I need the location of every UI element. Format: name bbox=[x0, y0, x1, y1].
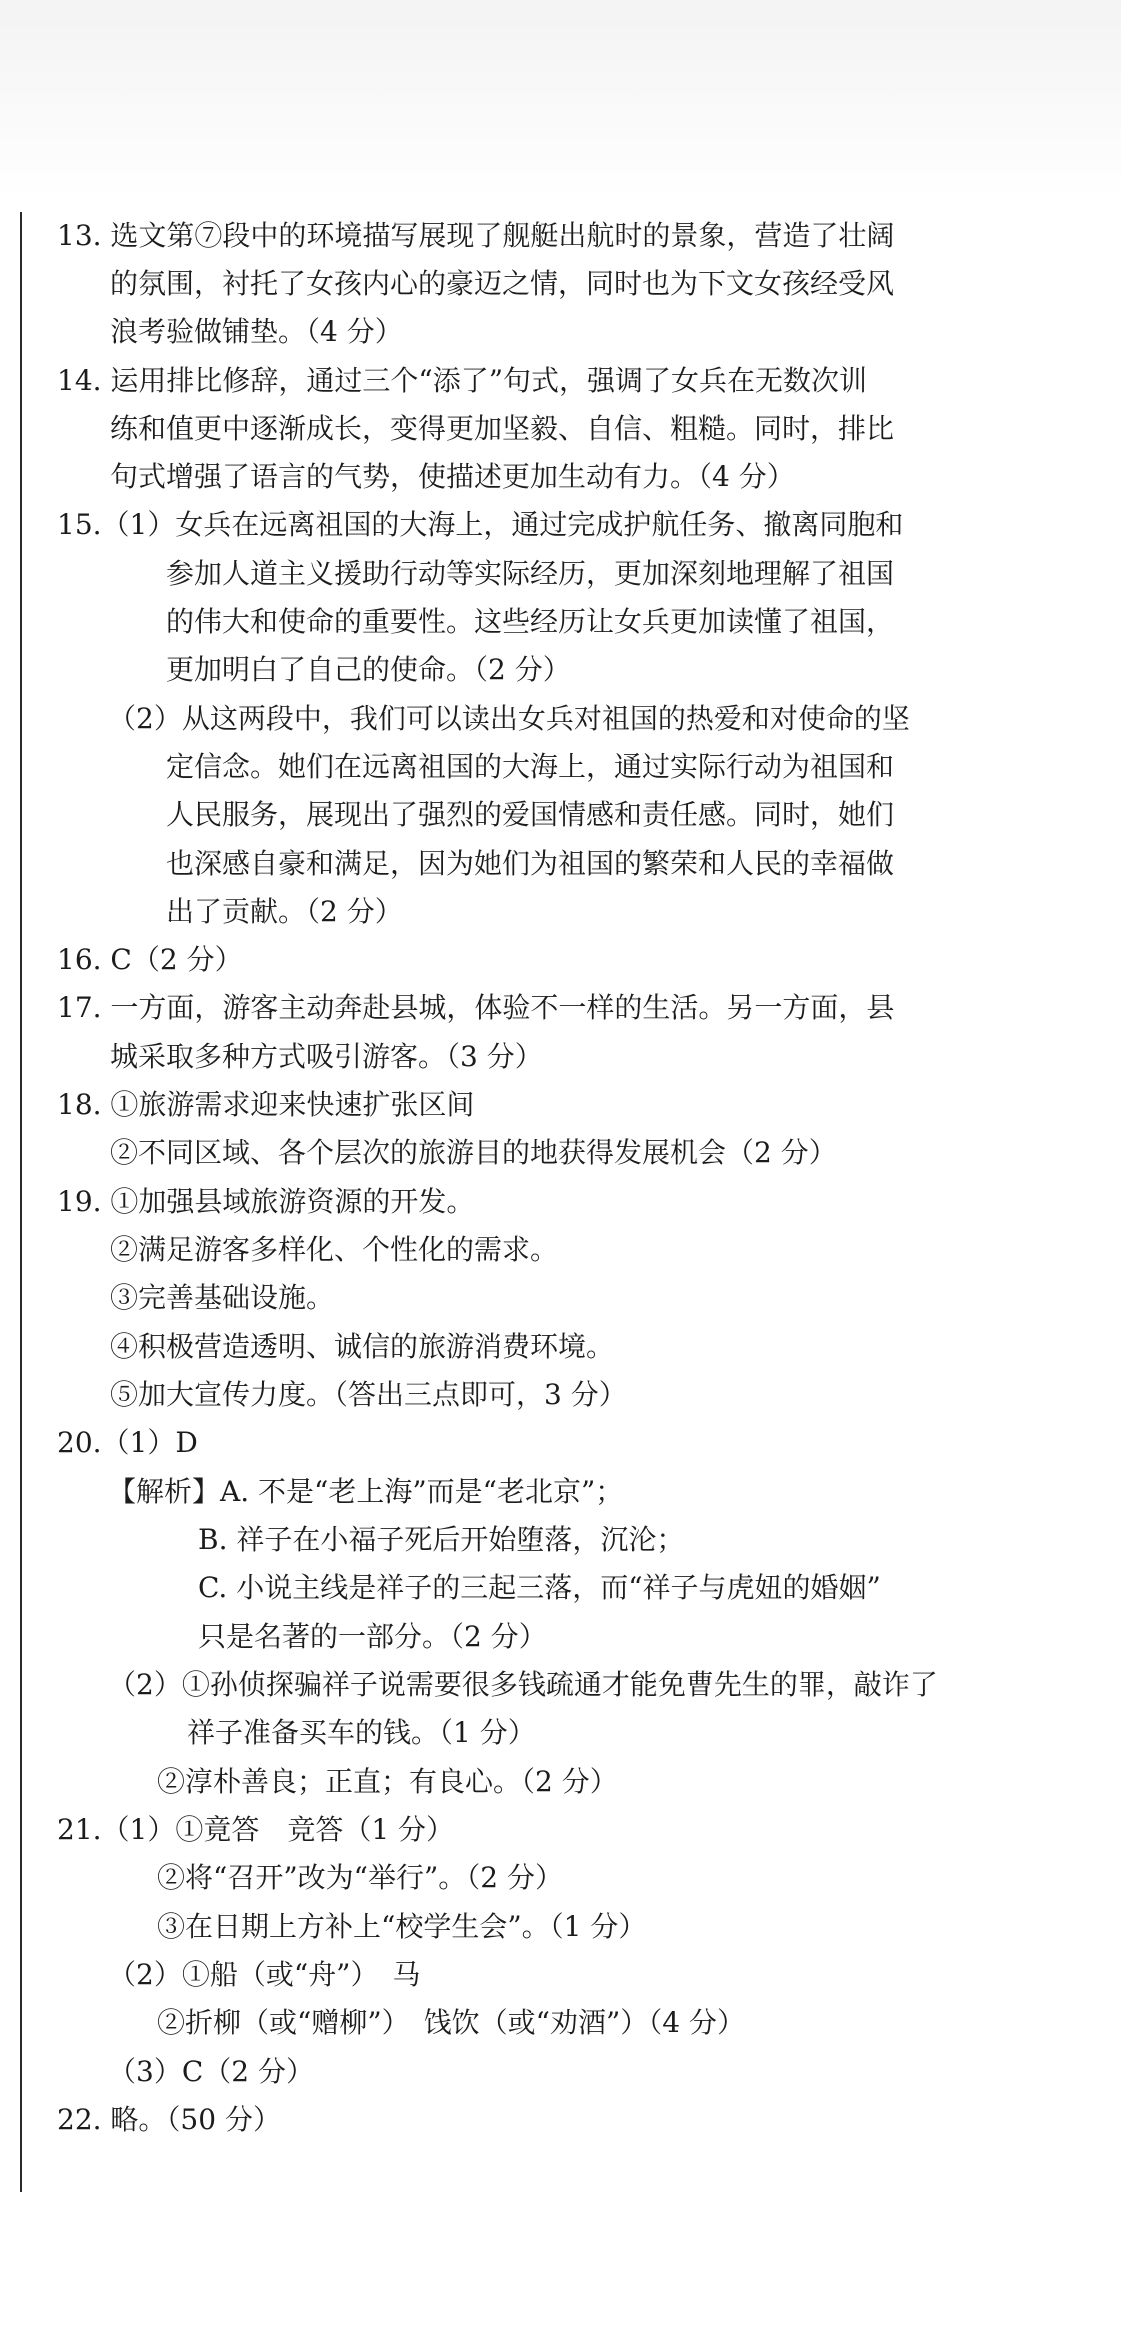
answer-17-line-1: 17. 一方面，游客主动奔赴县城，体验不一样的生活。另一方面，县 bbox=[57, 991, 895, 1024]
answer-15-2-line-1: （2）从这两段中，我们可以读出女兵对祖国的热爱和对使命的坚 bbox=[108, 702, 910, 735]
answer-14-line-3: 句式增强了语言的气势，使描述更加生动有力。（4 分） bbox=[110, 460, 795, 493]
answer-20-analysis-a: 【解析】A. 不是“老上海”而是“老北京”； bbox=[108, 1475, 624, 1508]
answer-19-line-5: ⑤加大宣传力度。（答出三点即可，3 分） bbox=[110, 1378, 627, 1411]
answer-19-line-3: ③完善基础设施。 bbox=[110, 1281, 335, 1314]
answer-19-line-4: ④积极营造透明、诚信的旅游消费环境。 bbox=[110, 1330, 615, 1363]
answer-13-line-3: 浪考验做铺垫。（4 分） bbox=[110, 315, 403, 348]
answer-15-2-line-4: 也深感自豪和满足，因为她们为祖国的繁荣和人民的幸福做 bbox=[166, 847, 895, 880]
answer-14-line-2: 练和值更中逐渐成长，变得更加坚毅、自信、粗糙。同时，排比 bbox=[110, 412, 895, 445]
binding-margin-line bbox=[20, 212, 22, 2192]
answer-15-1-line-1: 15.（1）女兵在远离祖国的大海上，通过完成护航任务、撤离同胞和 bbox=[57, 508, 904, 541]
answer-15-1-line-2: 参加人道主义援助行动等实际经历，更加深刻地理解了祖国 bbox=[166, 557, 895, 590]
answer-21-2-line-1: （2）①船（或“舟”） 马 bbox=[108, 1958, 421, 1991]
answer-20-analysis-b: B. 祥子在小福子死后开始堕落，沉沦； bbox=[198, 1523, 685, 1556]
answer-20-1: 20.（1）D bbox=[57, 1426, 198, 1459]
answer-17-line-2: 城采取多种方式吸引游客。（3 分） bbox=[110, 1040, 543, 1073]
answer-18-line-1: 18. ①旅游需求迎来快速扩张区间 bbox=[57, 1088, 475, 1121]
answer-19-line-2: ②满足游客多样化、个性化的需求。 bbox=[110, 1233, 559, 1266]
answer-21-2-line-2: ②折柳（或“赠柳”） 饯饮（或“劝酒”）（4 分） bbox=[157, 2006, 745, 2039]
answer-15-2-line-5: 出了贡献。（2 分） bbox=[166, 895, 403, 928]
answer-20-2-line-2: 祥子准备买车的钱。（1 分） bbox=[187, 1716, 536, 1749]
answer-19-line-1: 19. ①加强县域旅游资源的开发。 bbox=[57, 1185, 475, 1218]
answer-16: 16. C（2 分） bbox=[57, 943, 243, 976]
answer-15-1-line-4: 更加明白了自己的使命。（2 分） bbox=[166, 653, 571, 686]
answer-15-2-line-2: 定信念。她们在远离祖国的大海上，通过实际行动为祖国和 bbox=[166, 750, 895, 783]
answer-20-analysis-c-cont: 只是名著的一部分。（2 分） bbox=[198, 1620, 547, 1653]
answer-14-line-1: 14. 运用排比修辞，通过三个“添了”句式，强调了女兵在无数次训 bbox=[57, 364, 868, 397]
answer-15-2-line-3: 人民服务，展现出了强烈的爱国情感和责任感。同时，她们 bbox=[166, 798, 895, 831]
answer-13-line-2: 的氛围，衬托了女孩内心的豪迈之情，同时也为下文女孩经受风 bbox=[110, 267, 895, 300]
answer-20-2-line-3: ②淳朴善良；正直；有良心。（2 分） bbox=[157, 1765, 618, 1798]
answer-13-line-1: 13. 选文第⑦段中的环境描写展现了舰艇出航时的景象，营造了壮阔 bbox=[57, 219, 895, 252]
page-top-shading bbox=[0, 0, 1121, 200]
answer-21-3: （3）C（2 分） bbox=[108, 2055, 314, 2088]
answer-21-1-line-2: ②将“召开”改为“举行”。（2 分） bbox=[157, 1861, 563, 1894]
answer-18-line-2: ②不同区域、各个层次的旅游目的地获得发展机会（2 分） bbox=[110, 1136, 837, 1169]
answer-21-1-line-1: 21.（1）①竟答 竞答（1 分） bbox=[57, 1813, 455, 1846]
answer-21-1-line-3: ③在日期上方补上“校学生会”。（1 分） bbox=[157, 1910, 647, 1943]
answer-22: 22. 略。（50 分） bbox=[57, 2103, 281, 2136]
answer-20-analysis-c: C. 小说主线是祥子的三起三落，而“祥子与虎妞的婚姻” bbox=[198, 1571, 881, 1604]
answer-20-2-line-1: （2）①孙侦探骗祥子说需要很多钱疏通才能免曹先生的罪，敲诈了 bbox=[108, 1668, 938, 1701]
answer-15-1-line-3: 的伟大和使命的重要性。这些经历让女兵更加读懂了祖国， bbox=[166, 605, 895, 638]
